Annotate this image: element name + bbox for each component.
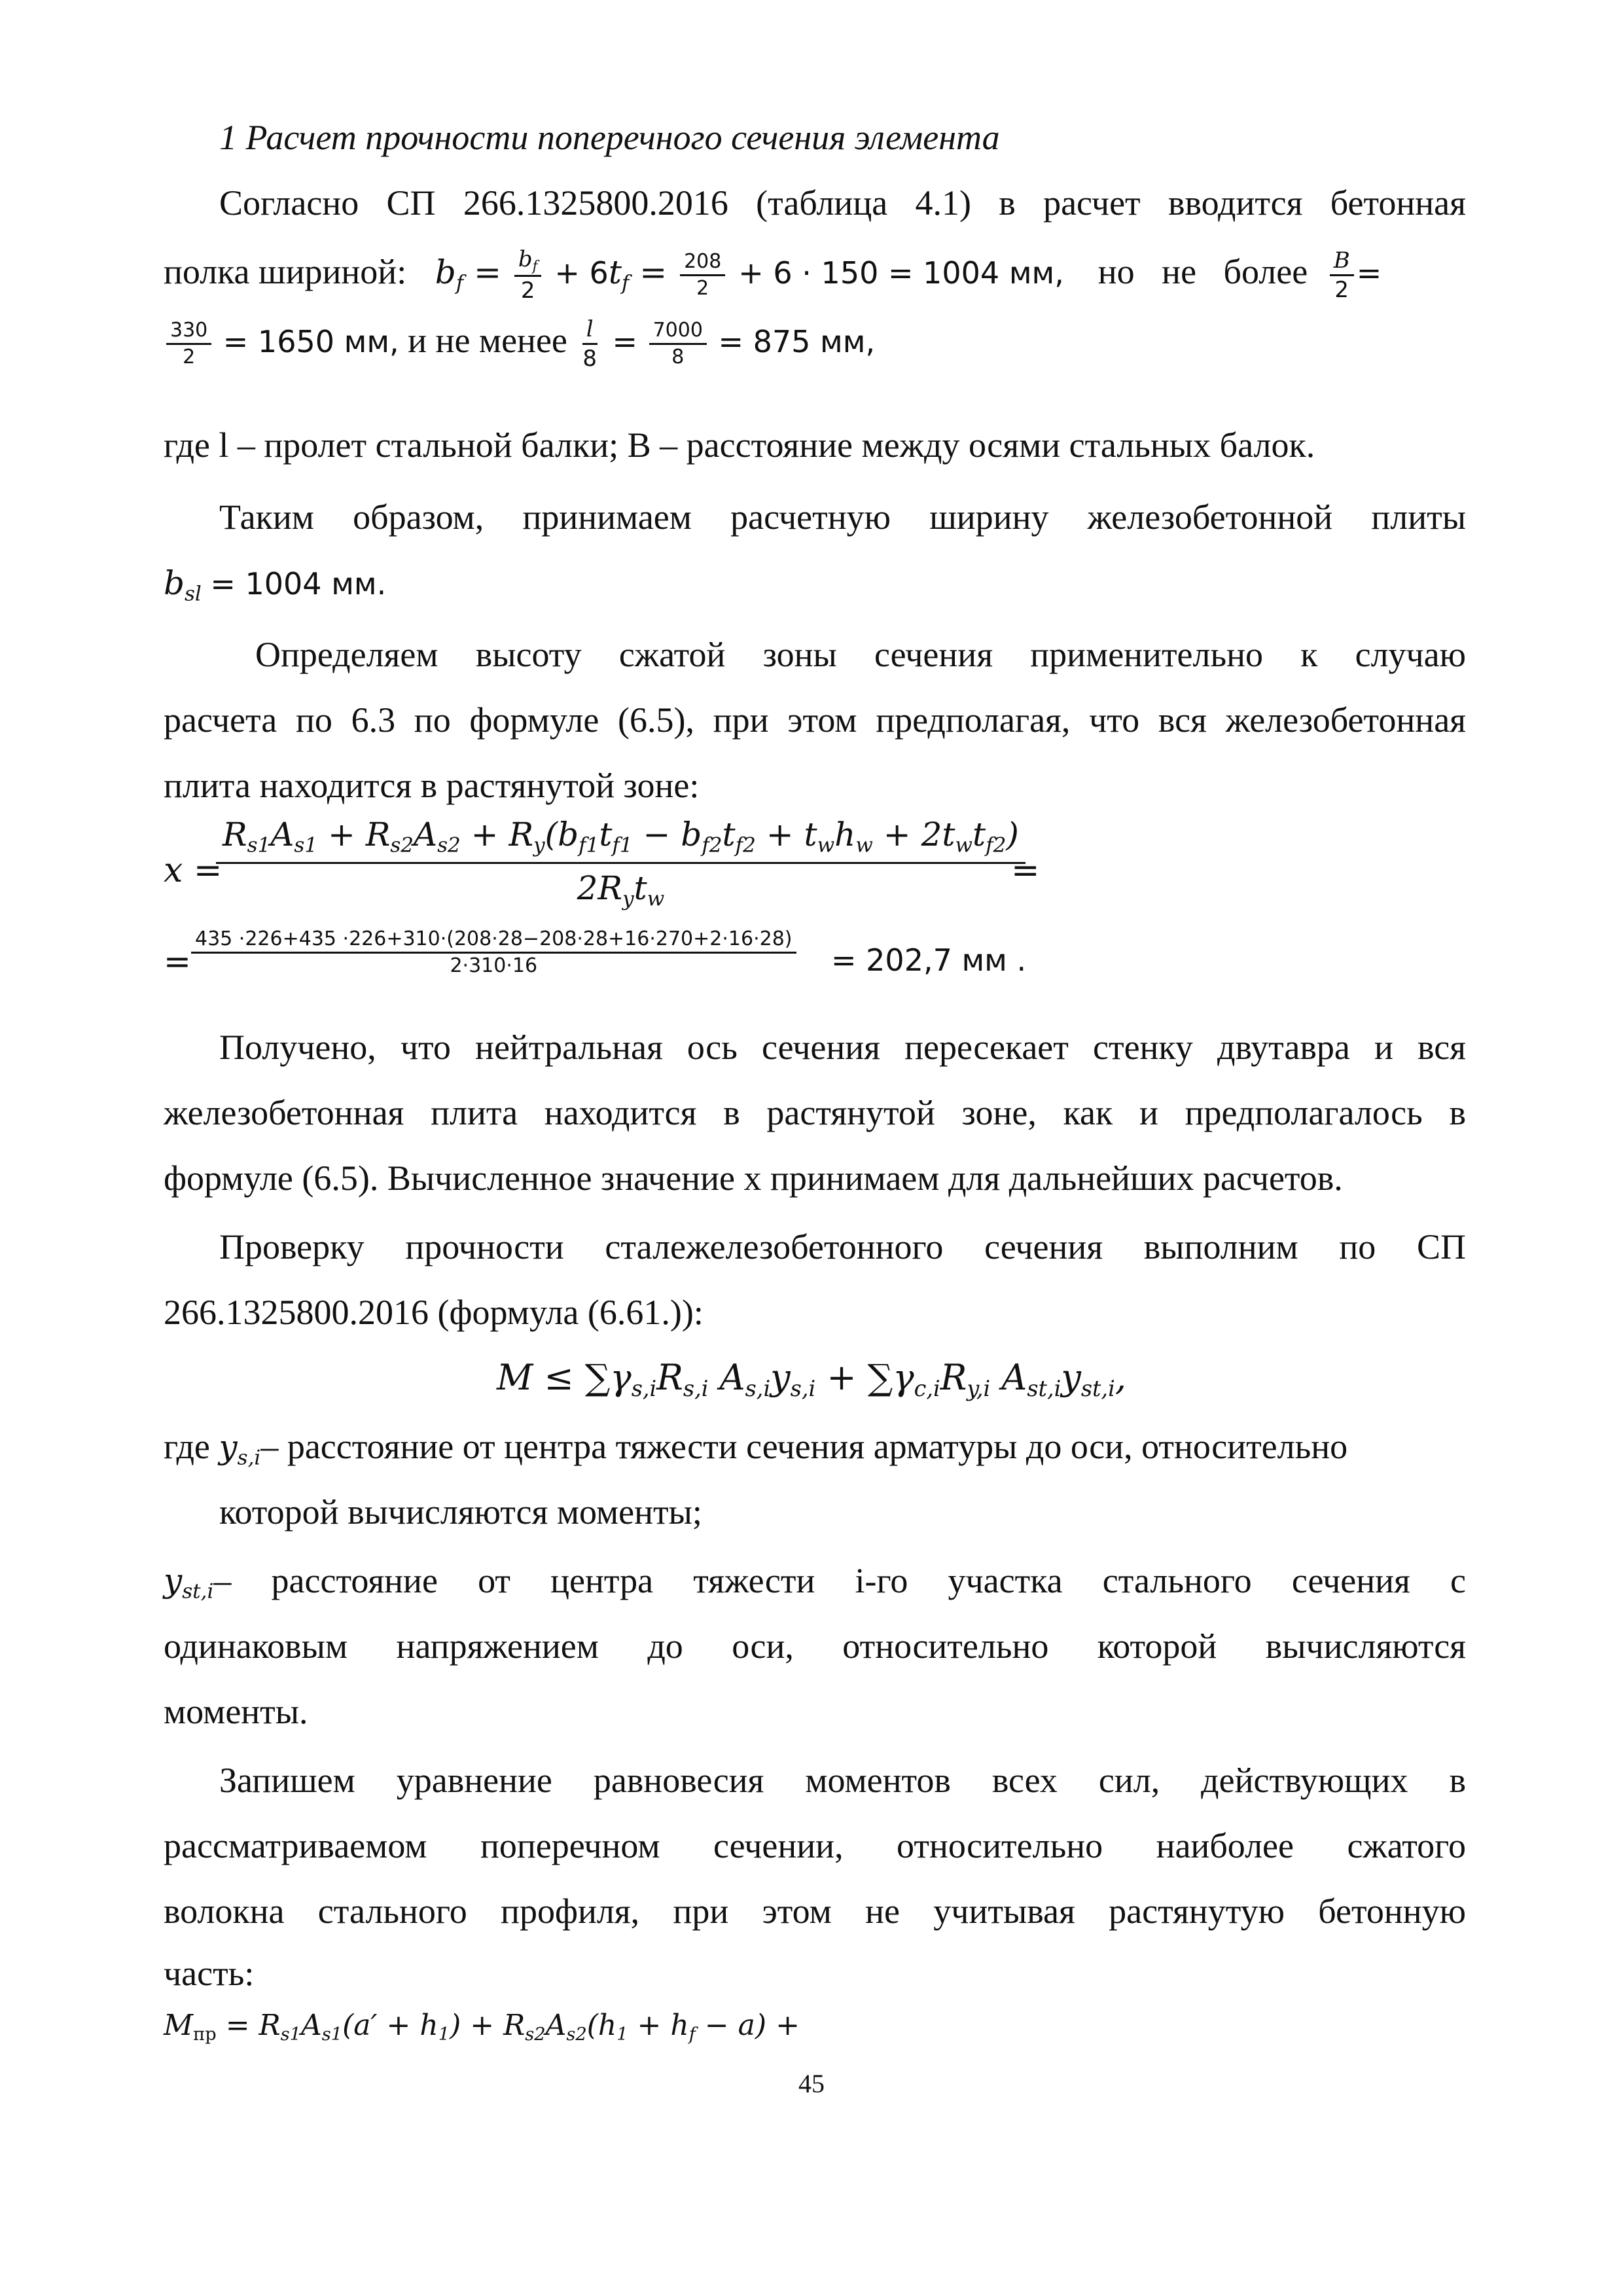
p4-line1: Определяем высоту сжатой зоны сечения применительно к случаю: [255, 635, 1466, 674]
frac-7000-8: $\frac{7000}{8}$: [649, 321, 707, 367]
formula-x-denominator: $2R_yt_w$: [577, 869, 665, 911]
formula-num-lead: =: [164, 942, 191, 980]
p1-line3-text: и не менее: [408, 321, 567, 360]
formula-num-result: = 202,7 мм .: [831, 942, 1027, 978]
formula-x-lhs: x =: [164, 851, 223, 890]
p9-line2: рассматриваемом поперечном сечении, относительно наиболее сжатого: [164, 1826, 1466, 1865]
p6-line1: Проверку прочности сталежелезобетонного сечения выполним по СП: [219, 1227, 1466, 1266]
p4-line3: плита находится в растянутой зоне:: [164, 766, 700, 805]
p6-line2: 266.1325800.2016 (формула (6.61.)):: [164, 1293, 704, 1332]
formula-x-tail: =: [1011, 851, 1040, 890]
p5-line3: формуле (6.5). Вычисленное значение x принимаем для дальнейших расчетов.: [164, 1158, 1343, 1198]
symbol-ysi: $y_{s,i}$: [219, 1428, 261, 1470]
p1-line2: полка шириной: $b_f$ = $\frac{b_f}{2}$ + $6t_f$ = $\frac{208}{2}$ + 6 · 150 = 1004 мм, но не более $\frac{B}{2}$ =: [164, 245, 1382, 304]
section-heading: 1 Расчет прочности поперечного сечения элемента: [219, 118, 1000, 157]
formula-num-numerator: 435 ·226+435 ·226+310·(208·28−208·28+16·270+2·16·28): [191, 929, 796, 954]
p2-definitions: где l – пролет стальной балки; B – расстояние между осями стальных балок.: [164, 425, 1315, 465]
formula-x-fraction: [216, 818, 1026, 910]
formula-num-denominator: 2·310·16: [450, 954, 538, 977]
page-number: 45: [798, 2069, 825, 2098]
frac-330-2: $\frac{330}{2}$: [166, 321, 211, 367]
p4-line2: расчета по 6.3 по формуле (6.5), при этом предполагая, что вся железобетонная: [164, 700, 1466, 740]
value-1650: = 1650 мм,: [223, 324, 399, 359]
symbol-bsl: $b_{sl}$: [164, 564, 202, 606]
formula-x-numerator: $R_{s1}A_{s1} + R_{s2}A_{s2} + R_y(b_{f1}t_{f1} - b_{f2}t_{f2} + t_wh_w + 2t_wt_{f2})$: [216, 818, 1026, 864]
p9-line4: часть:: [164, 1954, 255, 1993]
p8-line1: $y_{st,i}$ – расстояние от центра тяжести i-го участка стального сечения с: [164, 1548, 1466, 1624]
formula-M: $M \le \sum\gamma_{s,i}R_{s,i}$ $A_{s,i}y_{s,i} + \sum\gamma_{c,i}R_{y,i}$ $A_{st,i}y_{st,i}$,: [497, 1357, 1126, 1402]
p1-line3: $\frac{330}{2}$ = 1650 мм, и не менее $\frac{l}{8}$ = $\frac{7000}{8}$ = 875 мм,: [164, 308, 1466, 374]
p5-line1: Получено, что нейтральная ось сечения пересекает стенку двутавра и вся: [219, 1028, 1466, 1067]
formula-Mpr: $M_{пр} = R_{s1}A_{s1}(a' + h_1) + R_{s2}A_{s2}(h_1 + h_f - a)$ +: [164, 2009, 800, 2045]
p9-line3: волокна стального профиля, при этом не учитывая растянутую бетонную: [164, 1892, 1466, 1931]
frac-l-8: $\frac{l}{8}$: [582, 316, 597, 372]
symbol-ysti: $y_{st,i}$: [164, 1562, 214, 1604]
p1-line2-tail: но не более: [1097, 252, 1308, 291]
frac-bf-2: $\frac{b_f}{2}$: [514, 248, 542, 302]
p3-line2: $b_{sl} = 1004$ мм.: [164, 564, 387, 606]
p5-line2: железобетонная плита находится в растянутой зоне, как и предполагалось в: [164, 1093, 1466, 1132]
p1-line2-lead: полка шириной:: [164, 252, 407, 291]
formula-num-fraction: [191, 929, 796, 976]
frac-208-2: $\frac{208}{2}$: [680, 252, 725, 298]
value-875: = 875 мм,: [718, 324, 876, 359]
formula-bf: $b_f$ = $\frac{b_f}{2}$ + $6t_f$ = $\frac{208}{2}$ + 6 · 150 = 1004 мм,: [435, 245, 1064, 304]
frac-B-2: $\frac{B}{2}$: [1330, 249, 1354, 301]
p1-line1: Согласно СП 266.1325800.2016 (таблица 4.1) в расчет вводится бетонная: [219, 183, 1466, 223]
p9-line1: Запишем уравнение равновесия моментов всех сил, действующих в: [219, 1761, 1466, 1800]
p8-line3: моменты.: [164, 1692, 308, 1731]
p7-line1: где $y_{s,i}-$ расстояние от центра тяжести сечения арматуры до оси, относительно: [164, 1427, 1348, 1470]
p8-line2: одинаковым напряжением до оси, относительно которой вычисляются: [164, 1626, 1466, 1666]
p7-line2: которой вычисляются моменты;: [219, 1492, 702, 1532]
p3-line1: Таким образом, принимаем расчетную ширину железобетонной плиты: [219, 497, 1466, 537]
